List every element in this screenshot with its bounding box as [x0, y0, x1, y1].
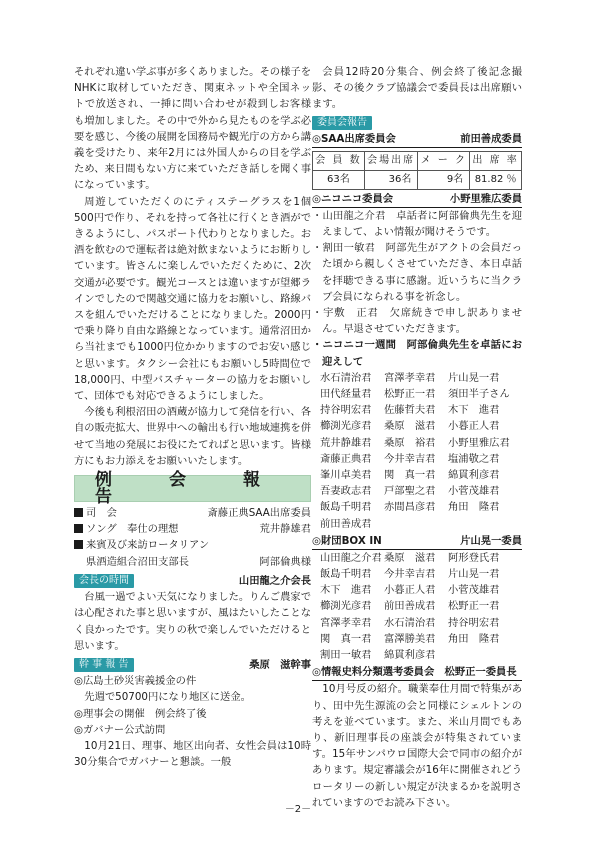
- member-name: 峯川卓美君: [320, 469, 372, 482]
- member-name: 綿貫利彦君: [384, 649, 436, 662]
- name-row: [312, 566, 522, 582]
- attendance-header-cell: 会 員 数: [313, 151, 365, 170]
- niko-weekly-names: [312, 370, 522, 532]
- name-row: [312, 647, 522, 663]
- niko-item: ・宇敷 正君 欠席続きで申し訳ありません。早退させていただきます。: [312, 307, 522, 336]
- member-name: 角田 隆君: [448, 501, 500, 514]
- agenda-item: [74, 505, 311, 521]
- member-name: 佐藤哲夫君: [384, 404, 436, 417]
- name-row: [312, 467, 522, 483]
- member-name: 小暮正人君: [384, 584, 436, 597]
- member-name: 木下 進君: [320, 584, 372, 597]
- member-name: 関 真一君: [320, 632, 372, 645]
- member-name: 富澤勝美君: [384, 632, 436, 645]
- attendance-header-row: [313, 151, 522, 170]
- member-name: 田代経量君: [320, 388, 372, 401]
- agenda-label: 来賓及び来訪ロータリアン: [86, 539, 210, 552]
- square-bullet-icon: [74, 508, 83, 517]
- continuation-paragraph: 会員12時20分集合、例会終了後記念撮影、その後クラブ協議会で委員長は出席願います。: [312, 66, 522, 111]
- name-row: [312, 418, 522, 434]
- left-column: [74, 64, 317, 770]
- box-committee-header: [312, 534, 522, 550]
- member-name: 阿形登氏君: [448, 551, 500, 564]
- member-name: 前田善成君: [320, 517, 372, 530]
- agenda-label: ソング 奉仕の理想: [86, 523, 179, 536]
- member-name: 水石清治君: [384, 616, 436, 629]
- attendance-value-row: [313, 170, 522, 189]
- box-title: ◎財団BOX IN: [312, 534, 382, 547]
- agenda-list: [74, 505, 311, 570]
- name-row: [312, 370, 522, 386]
- box-chair: 片山晃一委員: [460, 534, 522, 547]
- name-row: [312, 483, 522, 499]
- member-name: 宮澤孝幸君: [384, 371, 436, 384]
- member-name: 櫛渕光彦君: [320, 600, 372, 613]
- president-section-header: [74, 573, 311, 589]
- member-name: 山田龍之介君: [320, 551, 382, 564]
- niko-item: ・山田龍之介君 卓話者に阿部倫典先生を迎えまして、よい情報が聞けそうです。: [312, 209, 522, 239]
- member-name: 持谷明宏君: [448, 616, 500, 629]
- intro-article: [74, 64, 311, 469]
- intro-paragraph: 今後も利根沼田の酒蔵が協力して発信を行い、各自の販売拡大、世界中への輸出も行い地域連携を併せて当地の発展にお役にたてればと思います。皆様方にもお力添えをお願いいたします。: [74, 406, 311, 467]
- member-name: 小野里雅広君: [448, 436, 510, 449]
- member-name: 戸部聖之君: [384, 485, 436, 498]
- member-name: 桑原 滋君: [384, 551, 436, 564]
- intro-paragraph: それぞれ違い学ぶ事が多くありました。その様子をNHKに取材していただき、関東ネットや全国ネットで放送され、一挿に問い合わせが殺到しお客様も増加しました。その中で外から見たものを学ぶ必要を感じ、今後の展開を国務局や観光庁の方から講義を受けたり、来年2月には外国人からの目を学ぶため、来日間もない方に来ていただき話しを聞く事になっています。: [74, 66, 311, 192]
- agenda-item: [74, 554, 311, 570]
- member-name: 角田 隆君: [448, 632, 500, 645]
- member-name: 今井幸吉君: [384, 452, 436, 465]
- member-name: 吾妻政志君: [320, 485, 372, 498]
- saa-title: ◎SAA出席委員会: [312, 132, 396, 145]
- president-paragraph: 台風一過でよい天気になりました。りんご農家では心配された事と思いますが、風はたいしたことなく良かったです。実りの秋で楽しんでいただけると思います。: [74, 591, 311, 652]
- square-bullet-icon: [74, 540, 83, 549]
- name-row: [312, 402, 522, 418]
- member-name: 水石清治君: [320, 371, 372, 384]
- member-name: 片山晃一君: [448, 371, 500, 384]
- member-name: 今井幸吉君: [384, 568, 436, 581]
- agenda-item: [74, 521, 311, 537]
- member-name: 飯島千明君: [320, 568, 372, 581]
- president-time-tag: 会長の時間: [74, 574, 134, 588]
- secretary-report: [74, 673, 311, 770]
- niko-weekly-title: ・ニコニコ一週間 阿部倫典先生を卓話にお迎えして: [312, 339, 522, 368]
- name-row: [312, 451, 522, 467]
- member-name: 桑原 裕君: [384, 436, 436, 449]
- agenda-value: 斎藤正典SAA出席委員: [207, 507, 311, 520]
- member-name: 松野正一君: [448, 600, 500, 613]
- name-row: [312, 631, 522, 647]
- secretary-line: 10月21日、理事、地区出向者、女性会員は10時30分集合でガバナーと懇談。一般: [74, 739, 311, 769]
- member-name: 持谷明宏君: [320, 404, 372, 417]
- member-name: 斎藤正典君: [320, 452, 372, 465]
- attendance-value-cell: 63名: [313, 170, 365, 189]
- secretary-report-tag: 幹 事 報 告: [74, 658, 134, 672]
- member-name: 割田一敏君: [320, 649, 372, 662]
- agenda-value: 荒井静雄君: [259, 523, 311, 536]
- square-bullet-icon: [74, 524, 83, 533]
- committee-report-tag: 委員会報告: [312, 116, 372, 130]
- member-name: 前田善成君: [384, 600, 436, 613]
- right-column: [312, 64, 522, 811]
- attendance-value-cell: 81.82 ％: [470, 170, 522, 189]
- member-name: 小菅茂雄君: [448, 584, 500, 597]
- niko-chair: 小野里雅広委員: [449, 192, 522, 205]
- member-name: 松野正一君: [384, 388, 436, 401]
- member-name: 木下 進君: [448, 404, 500, 417]
- agenda-item: [74, 537, 311, 553]
- member-name: 宮澤孝幸君: [320, 616, 372, 629]
- box-names: [312, 550, 522, 663]
- member-name: 荒井静雄君: [320, 436, 372, 449]
- president-text: [74, 589, 311, 654]
- name-row: [312, 499, 522, 515]
- member-name: 飯島千明君: [320, 501, 372, 514]
- agenda-label: 司 会: [86, 507, 117, 520]
- attendance-value-cell: 9名: [418, 170, 470, 189]
- name-row: [312, 598, 522, 614]
- member-name: 塩浦敬之君: [448, 452, 500, 465]
- intro-paragraph: 周遊していただくのにティステーグラスを1個500円で作り、それを持って各社に行くとき酒ができるようにし、パスポート代わりとなりました。お酒を飲むので運転者は絶対飲まないようにお断りしています。皆さんに楽しんでいただくために、2次交通が必要です。観光コースとは違いますが望郷ラインでしたので関越交通に協力をお願いし、路線バスを組んでいただけることになりました。2000円で乗り降り自由な路線となっています。通常沼田から当社までも1000円位かかりますのでお安い感じと思います。タクシー会社にもお願いし5時間位で18,000円、中型バスチャーターの協力をお願いして、団体でも対応できるようにしました。: [74, 195, 311, 403]
- secretary-name: 桑原 滋幹事: [249, 658, 311, 671]
- president-name: 山田龍之介会長: [238, 574, 311, 587]
- page-number: －2－: [284, 804, 312, 815]
- member-name: 関 真一君: [384, 469, 436, 482]
- niko-title: ◎ニコニコ委員会: [312, 192, 394, 205]
- meeting-report-banner: 例 会 報 告: [74, 475, 311, 502]
- name-row: [312, 582, 522, 598]
- attendance-header-cell: 会場出席: [364, 151, 418, 170]
- saa-chair: 前田善成委員: [460, 132, 522, 145]
- info-paragraph: 10月号反の紹介。職業奉仕月間で特集があり、田中先生源流の会と同様にシェルトンの考えを並べています。また、米山月間でもあり、新旧理事長の座談会が特集されています。15年サンパウロ国際大会で同市の紹介があります。規定審議会が16年に開催されどうロータリーの新しい規定が決まるかを説明されていますのでお読み下さい。: [312, 683, 522, 809]
- agenda-value: 阿部倫典様: [259, 555, 311, 568]
- member-name: 片山晃一君: [448, 568, 500, 581]
- niko-item: ・割田一敏君 阿部先生がアクトの会員だった頃から親しくさせていただき、本日卓話を拝聴できる事に感謝。近いうちに当クラブ会員になられる事を祈念し。: [312, 242, 522, 303]
- member-name: 桑原 滋君: [384, 420, 436, 433]
- info-committee-header: [312, 665, 522, 681]
- member-name: 小菅茂雄君: [448, 485, 500, 498]
- niko-items: [312, 208, 522, 338]
- niko-committee-header: [312, 192, 522, 208]
- attendance-table: [312, 151, 522, 190]
- name-row: [312, 386, 522, 402]
- info-title: ◎情報史料分類選考委員会 松野正一委員長: [312, 666, 517, 679]
- agenda-label: 県酒造組合沼田支部長: [86, 555, 189, 568]
- secretary-line: 先週で50700円になり地区に送金。: [84, 691, 251, 704]
- attendance-header-cell: 出 席 率: [470, 151, 522, 170]
- member-name: 綿貫利彦君: [448, 469, 500, 482]
- attendance-header-cell: メ ー ク: [418, 151, 470, 170]
- name-row: [312, 550, 522, 566]
- saa-committee-header: [312, 132, 522, 148]
- secretary-line: ◎広島土砂災害義援金の件: [74, 675, 197, 688]
- secretary-section-header: [74, 657, 311, 673]
- name-row: [312, 516, 522, 532]
- secretary-line: ◎ガバナー公式訪問: [74, 723, 166, 736]
- member-name: 赤間昌彦君: [384, 501, 436, 514]
- attendance-value-cell: 36名: [364, 170, 418, 189]
- member-name: 櫛渕光彦君: [320, 420, 372, 433]
- member-name: 須田半子さん: [448, 388, 510, 401]
- member-name: 小暮正人君: [448, 420, 500, 433]
- name-row: [312, 435, 522, 451]
- secretary-line: ◎理事会の開催 例会終了後: [74, 707, 207, 720]
- name-row: [312, 615, 522, 631]
